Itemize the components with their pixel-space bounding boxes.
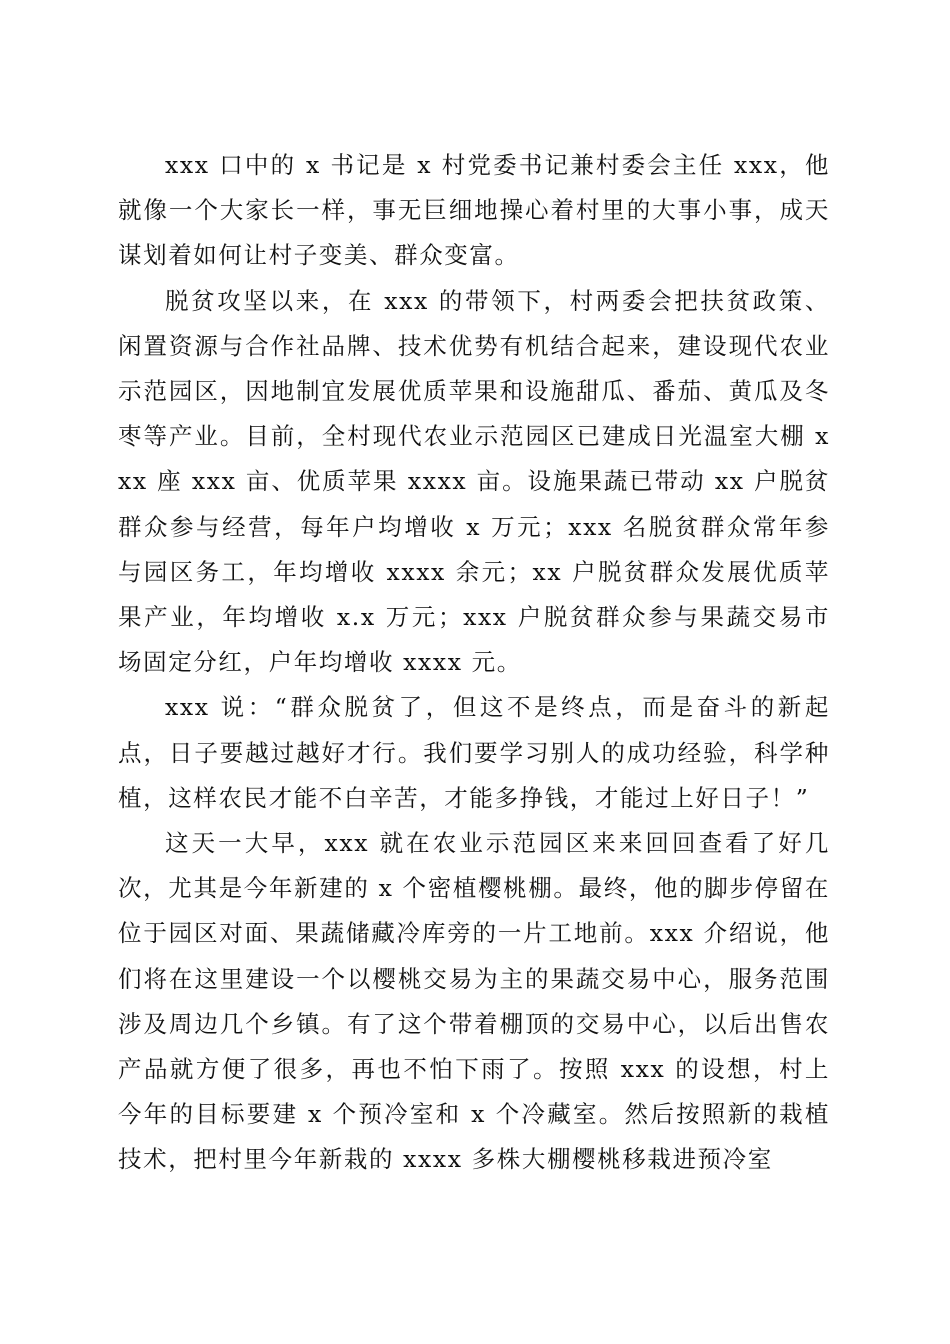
paragraph-3: xxx 说：“群众脱贫了，但这不是终点，而是奋斗的新起点，日子要越过越好才行。我们要学习别人的成功经验，科学种植，这样农民才能不白辛苦，才能多挣钱，才能过上好日子！” <box>118 693 830 812</box>
paragraph-4: 这天一大早，xxx 就在农业示范园区来来回回查看了好几次，尤其是今年新建的 x 个密植樱桃棚。最终，他的脚步停留在位于园区对面、果蔬储藏冷库旁的一片工地前。xxx 介绍说，他们将在这里建设一个以樱桃交易为主的果蔬交易中心，服务范围涉及周边几个乡镇。有了这个带着棚顶的交易中心，以后出售农产品就方便了很多，再也不怕下雨了。按照 xxx 的设想，村上今年的目标要建 x 个预冷室和 x 个冷藏室。然后按照新的栽植技术，把村里今年新栽的 xxxx 多株大棚樱桃移栽进预冷室 <box>118 829 830 1174</box>
paragraph-2: 脱贫攻坚以来，在 xxx 的带领下，村两委会把扶贫政策、闲置资源与合作社品牌、技术优势有机结合起来，建设现代农业示范园区，因地制宜发展优质苹果和设施甜瓜、番茄、黄瓜及冬枣等产业。目前，全村现代农业示范园区已建成日光温室大棚 xxx 座 xxx 亩、优质苹果 xxxx 亩。设施果蔬已带动 xx 户脱贫群众参与经营，每年户均增收 x 万元；xxx 名脱贫群众常年参与园区务工，年均增收 xxxx 余元；xx 户脱贫群众发展优质苹果产业，年均增收 x.x 万元；xxx 户脱贫群众参与果蔬交易市场固定分红，户年均增收 xxxx 元。 <box>118 286 830 677</box>
paragraph-1: xxx 口中的 x 书记是 x 村党委书记兼村委会主任 xxx，他就像一个大家长一样，事无巨细地操心着村里的大事小事，成天谋划着如何让村子变美、群众变富。 <box>118 151 830 270</box>
document-body <box>118 143 830 1183</box>
